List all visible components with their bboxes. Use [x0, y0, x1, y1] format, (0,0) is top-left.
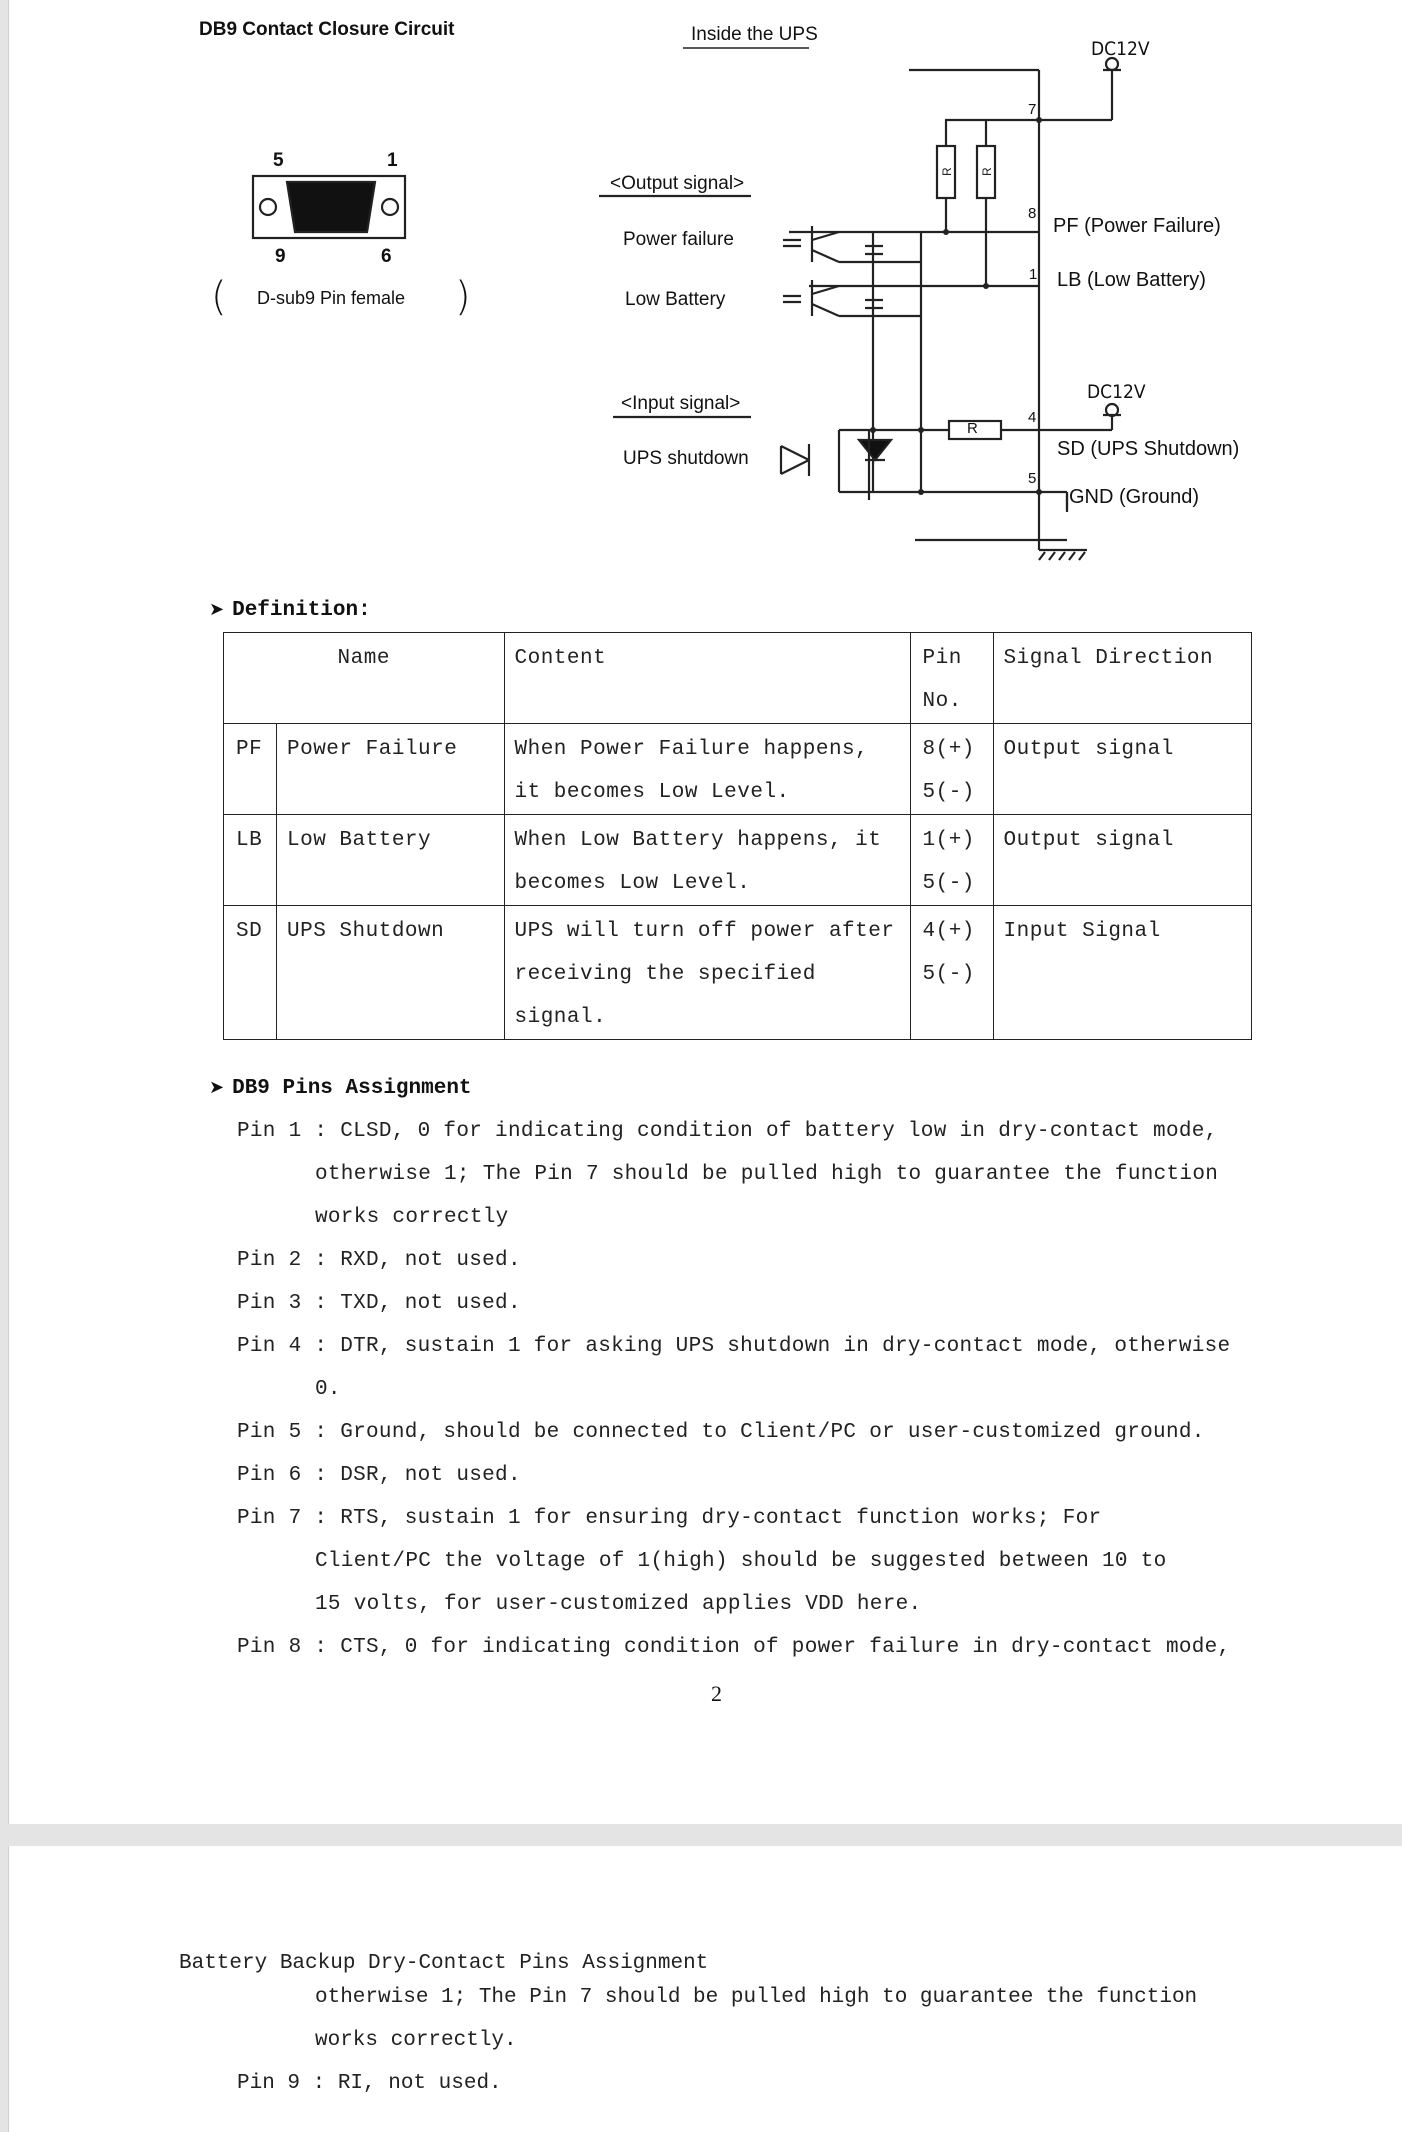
gnd-label: GND (Ground) — [1069, 486, 1200, 508]
page-header: Battery Backup Dry-Contact Pins Assignment — [179, 1952, 709, 1975]
input-resistor-label: R — [967, 420, 978, 437]
page-number: 2 — [711, 1681, 722, 1706]
dc12v-top-label: DC12V — [1091, 38, 1150, 60]
caption-paren-close: ) — [455, 274, 471, 320]
connector-pin-5: 5 — [273, 150, 284, 171]
pin-3-line: Pin 3 : TXD, not used. — [237, 1292, 521, 1315]
pin-6-line: Pin 6 : DSR, not used. — [237, 1464, 521, 1487]
low-battery-label: Low Battery — [625, 289, 726, 310]
connector-caption: D-sub9 Pin female — [257, 288, 406, 308]
table-row — [224, 906, 1252, 1040]
pin-9-line: Pin 9 : RI, not used. — [237, 2072, 502, 2095]
content-line: UPS will turn off power after — [514, 920, 895, 943]
header-pin-line1: Pin — [922, 647, 962, 670]
pin-5-label: 5 — [1028, 470, 1037, 487]
row-code: SD — [224, 906, 277, 1040]
pin-7-cont: Client/PC the voltage of 1(high) should be suggested between 10 to — [315, 1550, 1167, 1573]
power-failure-label: Power failure — [623, 229, 734, 250]
caption-paren-open: ( — [211, 274, 227, 320]
pin-1-line: Pin 1 : CLSD, 0 for indicating condition of battery low in dry-contact mode, — [237, 1120, 1218, 1143]
header-name: Name — [224, 633, 505, 724]
row-content — [504, 724, 910, 815]
ups-shutdown-label: UPS shutdown — [623, 448, 749, 469]
pin-4-line: Pin 4 : DTR, sustain 1 for asking UPS shutdown in dry-contact mode, otherwise — [237, 1335, 1231, 1358]
svg-text:R: R — [980, 167, 994, 176]
content-line: receiving the specified — [514, 963, 816, 986]
pin-value: 5(-) — [922, 872, 975, 895]
svg-text:R: R — [940, 167, 954, 176]
pin-7-cont: 15 volts, for user-customized applies VDD here. — [315, 1593, 922, 1616]
document-page-2 — [8, 1846, 1402, 2132]
content-line: When Low Battery happens, it — [514, 829, 882, 852]
assignment-heading — [209, 1077, 472, 1100]
row-pins — [910, 724, 993, 815]
pin-4-label: 4 — [1028, 409, 1037, 426]
table-header-row — [224, 633, 1252, 724]
header-pin — [910, 633, 993, 724]
row-code: LB — [224, 815, 277, 906]
row-pins — [910, 906, 993, 1040]
content-line: it becomes Low Level. — [514, 781, 790, 804]
pin-value: 5(-) — [922, 963, 975, 986]
definition-heading-text: Definition: — [232, 599, 371, 622]
connector-pin-9: 9 — [275, 246, 286, 267]
row-direction: Output signal — [993, 815, 1252, 906]
circuit-title: DB9 Contact Closure Circuit — [199, 19, 455, 40]
pin-1-label: 1 — [1029, 266, 1038, 283]
row-content — [504, 815, 910, 906]
db9-connector-icon — [253, 176, 405, 238]
input-signal-heading: <Input signal> — [621, 393, 741, 414]
pin-value: 1(+) — [922, 829, 975, 852]
pin-2-line: Pin 2 : RXD, not used. — [237, 1249, 521, 1272]
bullet-arrow-icon: ➤ — [209, 599, 225, 620]
content-line: becomes Low Level. — [514, 872, 751, 895]
pf-label: PF (Power Failure) — [1053, 215, 1221, 237]
row-name: UPS Shutdown — [277, 906, 505, 1040]
table-row — [224, 724, 1252, 815]
pin-8-label: 8 — [1028, 205, 1037, 222]
dc12v-mid-label: DC12V — [1087, 381, 1146, 403]
row-direction: Input Signal — [993, 906, 1252, 1040]
header-pin-line2: No. — [922, 690, 962, 713]
pin-1-cont: works correctly — [315, 1206, 509, 1229]
header-direction: Signal Direction — [993, 633, 1252, 724]
pin-1-cont: otherwise 1; The Pin 7 should be pulled high to guarantee the function — [315, 1163, 1219, 1186]
pin-value: 5(-) — [922, 781, 975, 804]
bullet-arrow-icon: ➤ — [209, 1077, 225, 1098]
header-content: Content — [504, 633, 910, 724]
pin-8-cont: otherwise 1; The Pin 7 should be pulled high to guarantee the function — [315, 1986, 1198, 2009]
row-code: PF — [224, 724, 277, 815]
connector-pin-1: 1 — [387, 150, 398, 171]
pin-7-line: Pin 7 : RTS, sustain 1 for ensuring dry-contact function works; For — [237, 1507, 1102, 1530]
connector-pin-6: 6 — [381, 246, 392, 267]
document-page-1 — [8, 0, 1402, 1824]
row-pins — [910, 815, 993, 906]
pin-value: 4(+) — [922, 920, 975, 943]
row-name: Power Failure — [277, 724, 505, 815]
lb-label: LB (Low Battery) — [1057, 269, 1206, 291]
content-line: When Power Failure happens, — [514, 738, 869, 761]
output-signal-heading: <Output signal> — [610, 173, 745, 194]
row-content — [504, 906, 910, 1040]
pin-4-cont: 0. — [315, 1378, 341, 1401]
pin-5-line: Pin 5 : Ground, should be connected to Client/PC or user-customized ground. — [237, 1421, 1205, 1444]
inside-ups-label: Inside the UPS — [691, 24, 818, 45]
table-row — [224, 815, 1252, 906]
pin-value: 8(+) — [922, 738, 975, 761]
content-line: signal. — [514, 1006, 607, 1029]
row-name: Low Battery — [277, 815, 505, 906]
assignment-heading-text: DB9 Pins Assignment — [232, 1077, 472, 1100]
sd-label: SD (UPS Shutdown) — [1057, 438, 1240, 460]
pin-8-cont: works correctly. — [315, 2029, 517, 2052]
definition-heading — [209, 599, 371, 622]
row-direction: Output signal — [993, 724, 1252, 815]
pin-8-line: Pin 8 : CTS, 0 for indicating condition of power failure in dry-contact mode, — [237, 1636, 1231, 1659]
pin-7-label: 7 — [1028, 101, 1037, 118]
definition-table — [223, 632, 1252, 1040]
